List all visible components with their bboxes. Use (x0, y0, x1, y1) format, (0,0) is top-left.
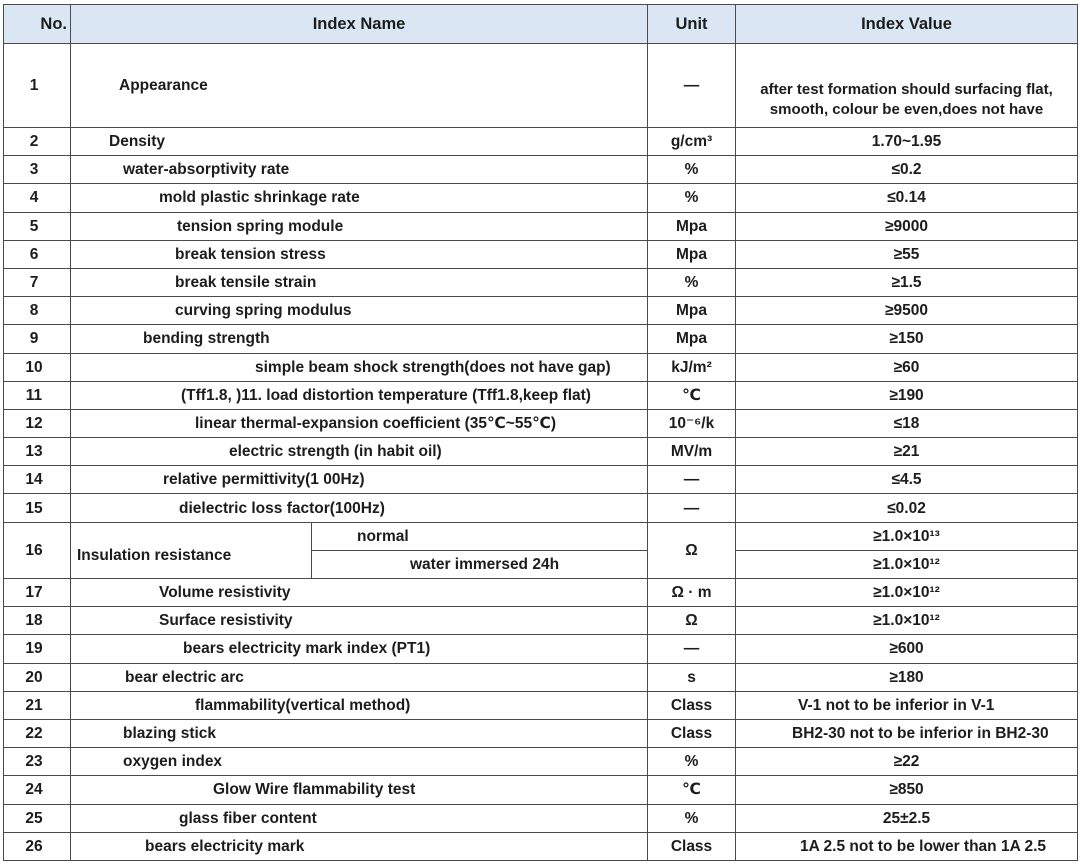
index-name: bears electricity mark index (PT1) (71, 635, 648, 663)
index-value: ≥1.0×10¹² (736, 550, 1078, 578)
unit: — (648, 466, 736, 494)
index-name: dielectric loss factor(100Hz) (71, 494, 648, 522)
index-name: break tension stress (71, 240, 648, 268)
index-value: after test formation should surfacing flat, smooth, colour be even,does not have (736, 44, 1078, 128)
row-number: 1 (4, 44, 71, 128)
unit: Mpa (648, 212, 736, 240)
unit: Ω (648, 522, 736, 578)
table-row (4, 268, 1078, 296)
table-row (4, 156, 1078, 184)
index-value: ≥22 (736, 748, 1078, 776)
table-row (4, 184, 1078, 212)
unit: kJ/m² (648, 353, 736, 381)
table-row (4, 804, 1078, 832)
index-name: break tensile strain (71, 268, 648, 296)
table-row (4, 832, 1078, 860)
index-name: tension spring module (71, 212, 648, 240)
index-value: ≥21 (736, 438, 1078, 466)
index-value: ≥1.0×10¹³ (736, 522, 1078, 550)
index-value: ≤4.5 (736, 466, 1078, 494)
row-number: 14 (4, 466, 71, 494)
table-row (4, 128, 1078, 156)
unit: — (648, 44, 736, 128)
unit: Class (648, 691, 736, 719)
unit: Mpa (648, 240, 736, 268)
row-number: 15 (4, 494, 71, 522)
unit: — (648, 635, 736, 663)
table-row (4, 409, 1078, 437)
index-value: ≤18 (736, 409, 1078, 437)
index-name: glass fiber content (71, 804, 648, 832)
table-row (4, 635, 1078, 663)
index-value: V-1 not to be inferior in V-1 (736, 691, 1078, 719)
row-number: 18 (4, 607, 71, 635)
unit: Ω · m (648, 579, 736, 607)
spec-table (3, 4, 1078, 861)
table-row (4, 748, 1078, 776)
index-name: oxygen index (71, 748, 648, 776)
table-row (4, 353, 1078, 381)
index-value: BH2-30 not to be inferior in BH2-30 (736, 719, 1078, 747)
row-number: 4 (4, 184, 71, 212)
row-number: 13 (4, 438, 71, 466)
row-number: 22 (4, 719, 71, 747)
index-name: bending strength (71, 325, 648, 353)
row-number: 5 (4, 212, 71, 240)
unit: % (648, 156, 736, 184)
sub-index-name: normal (312, 522, 648, 550)
row-number: 24 (4, 776, 71, 804)
row-number: 23 (4, 748, 71, 776)
unit: ℃ (648, 776, 736, 804)
table-row (4, 44, 1078, 128)
index-name: flammability(vertical method) (71, 691, 648, 719)
index-name: simple beam shock strength(does not have gap) (71, 353, 648, 381)
index-name: electric strength (in habit oil) (71, 438, 648, 466)
index-name: blazing stick (71, 719, 648, 747)
row-number: 9 (4, 325, 71, 353)
unit: Ω (648, 607, 736, 635)
table-row (4, 691, 1078, 719)
table-row (4, 663, 1078, 691)
row-number: 26 (4, 832, 71, 860)
index-value: ≥55 (736, 240, 1078, 268)
index-name: Glow Wire flammability test (71, 776, 648, 804)
index-name: Appearance (71, 44, 648, 128)
row-number: 16 (4, 522, 71, 578)
index-value: ≥180 (736, 663, 1078, 691)
row-number: 10 (4, 353, 71, 381)
table-row (4, 522, 1078, 550)
unit: % (648, 748, 736, 776)
table-row (4, 494, 1078, 522)
unit: ℃ (648, 381, 736, 409)
row-number: 21 (4, 691, 71, 719)
unit: Class (648, 719, 736, 747)
index-value: ≥60 (736, 353, 1078, 381)
table-row (4, 579, 1078, 607)
row-number: 12 (4, 409, 71, 437)
row-number: 6 (4, 240, 71, 268)
index-name: bear electric arc (71, 663, 648, 691)
unit: g/cm³ (648, 128, 736, 156)
table-body (4, 44, 1078, 861)
table-row (4, 466, 1078, 494)
row-number: 25 (4, 804, 71, 832)
index-value: ≥1.0×10¹² (736, 579, 1078, 607)
table-row (4, 381, 1078, 409)
index-value: 1.70~1.95 (736, 128, 1078, 156)
row-number: 2 (4, 128, 71, 156)
index-value: ≥1.0×10¹² (736, 607, 1078, 635)
index-value: ≥1.5 (736, 268, 1078, 296)
index-value: 1A 2.5 not to be lower than 1A 2.5 (736, 832, 1078, 860)
header-unit: Unit (648, 5, 736, 44)
unit: Mpa (648, 325, 736, 353)
index-value: ≥9000 (736, 212, 1078, 240)
row-number: 17 (4, 579, 71, 607)
table-row (4, 719, 1078, 747)
index-value: ≥9500 (736, 297, 1078, 325)
unit: MV/m (648, 438, 736, 466)
header-index-value: Index Value (736, 5, 1078, 44)
unit: % (648, 184, 736, 212)
table-row (4, 297, 1078, 325)
row-number: 3 (4, 156, 71, 184)
index-name: bears electricity mark (71, 832, 648, 860)
index-value: ≤0.14 (736, 184, 1078, 212)
index-name: (Tff1.8, )11. load distortion temperature (Tff1.8,keep flat) (71, 381, 648, 409)
table-row (4, 776, 1078, 804)
index-name: water-absorptivity rate (71, 156, 648, 184)
table-row (4, 212, 1078, 240)
index-name: relative permittivity(1 00Hz) (71, 466, 648, 494)
sub-index-name: water immersed 24h (312, 550, 648, 578)
index-name: curving spring modulus (71, 297, 648, 325)
unit: s (648, 663, 736, 691)
header-row (4, 5, 1078, 44)
header-no: No. (4, 5, 71, 44)
unit: Class (648, 832, 736, 860)
index-name: mold plastic shrinkage rate (71, 184, 648, 212)
row-number: 11 (4, 381, 71, 409)
row-number: 8 (4, 297, 71, 325)
unit: Mpa (648, 297, 736, 325)
row-number: 19 (4, 635, 71, 663)
index-name: Surface resistivity (71, 607, 648, 635)
row-number: 7 (4, 268, 71, 296)
index-name: Density (71, 128, 648, 156)
index-name: Volume resistivity (71, 579, 648, 607)
table-row (4, 325, 1078, 353)
index-value: ≥600 (736, 635, 1078, 663)
index-value: ≥850 (736, 776, 1078, 804)
index-name: linear thermal-expansion coefficient (35℃~55℃) (71, 409, 648, 437)
index-value: ≥190 (736, 381, 1078, 409)
row-number: 20 (4, 663, 71, 691)
index-value: 25±2.5 (736, 804, 1078, 832)
index-name: Insulation resistance (71, 522, 312, 578)
index-value: ≤0.02 (736, 494, 1078, 522)
table-row (4, 607, 1078, 635)
unit: % (648, 268, 736, 296)
unit: — (648, 494, 736, 522)
index-value: ≥150 (736, 325, 1078, 353)
index-value: ≤0.2 (736, 156, 1078, 184)
header-index-name: Index Name (71, 5, 648, 44)
unit: % (648, 804, 736, 832)
unit: 10⁻⁶/k (648, 409, 736, 437)
table-row (4, 438, 1078, 466)
table-row (4, 240, 1078, 268)
